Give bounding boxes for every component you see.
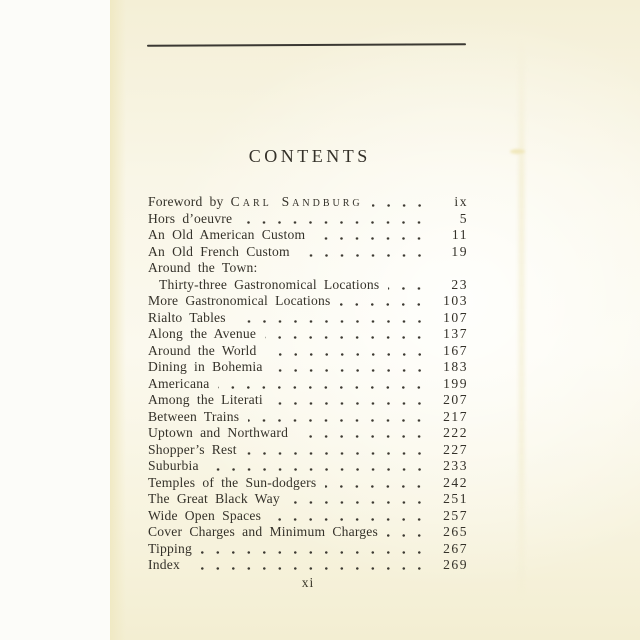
toc-entry-page-number: 11: [451, 227, 468, 242]
dot-leader: [388, 287, 427, 290]
dot-leader: [339, 303, 427, 306]
dot-leader: [299, 254, 427, 257]
dot-leader: [208, 468, 427, 471]
dot-leader: [241, 221, 427, 224]
toc-row: [148, 326, 468, 343]
contents-heading: [148, 146, 468, 167]
toc-row: [148, 425, 468, 442]
dot-leader: [265, 336, 427, 339]
toc-row: [148, 524, 468, 541]
dot-leader: [270, 518, 427, 521]
toc-entry-title: Along the Avenue: [148, 326, 257, 341]
dot-leader: [289, 501, 427, 504]
toc-row: [148, 310, 468, 327]
dot-leader: [248, 419, 427, 422]
toc-entry-title: More Gastronomical Locations: [148, 293, 331, 308]
dot-leader: [272, 402, 427, 405]
dot-leader: [387, 534, 427, 537]
dot-leader: [246, 452, 427, 455]
dot-leader: [297, 435, 427, 438]
toc-row: [148, 211, 468, 228]
toc-entry-author-smallcaps: Carl Sandburg: [230, 194, 363, 209]
toc-entry-title: Suburbia: [148, 458, 199, 473]
contents-heading-text: CONTENTS: [248, 146, 371, 166]
toc-entry-page-number: 222: [443, 425, 468, 440]
dot-leader: [272, 369, 427, 372]
dot-leader: [218, 386, 427, 389]
toc-entry-title: Index: [148, 557, 180, 572]
toc-entry-page-number: 217: [443, 408, 468, 424]
toc-entry-page-number: 251: [443, 491, 468, 506]
toc-entry-title: Rialto Tables: [148, 309, 226, 325]
toc-row: [148, 244, 468, 261]
toc-entry-page-number: 257: [443, 507, 468, 523]
toc-entry-page-number: ix: [454, 194, 468, 209]
toc-entry-title: Between Trains: [148, 408, 240, 424]
toc-entry-title: The Great Black Way: [148, 491, 280, 506]
dot-leader: [314, 237, 427, 240]
dot-leader: [372, 204, 427, 207]
toc-entry-title: Among the Literati: [148, 392, 263, 407]
toc-row: [148, 376, 468, 393]
toc-row: [148, 343, 468, 360]
toc-entry-title: Hors d’oeuvre: [148, 210, 233, 226]
toc-row: [148, 458, 468, 475]
dot-leader: [189, 567, 427, 570]
toc-row: [148, 508, 468, 525]
toc-row: [148, 541, 468, 558]
toc-entry-page-number: 233: [443, 458, 468, 473]
toc-entry-page-number: 103: [443, 293, 468, 308]
toc-entry-title: Around the World: [148, 342, 257, 358]
toc-entry-page-number: 19: [451, 243, 468, 259]
toc-entry-title: Shopper’s Rest: [148, 441, 237, 457]
toc-row: [148, 475, 468, 492]
dot-leader: [235, 320, 427, 323]
toc-entry-title: An Old French Custom: [148, 243, 290, 259]
toc-row: [148, 392, 468, 409]
toc-entry-title: Wide Open Spaces: [148, 507, 262, 523]
toc-entry-title: Tipping: [148, 540, 192, 556]
toc-row: [148, 293, 468, 310]
toc-entry-page-number: 167: [443, 342, 468, 358]
toc-row: [148, 277, 468, 294]
toc-entry-title: Cover Charges and Minimum Charges: [148, 524, 379, 539]
toc-entry-title: [148, 194, 363, 211]
toc-entry-page-number: 137: [443, 326, 468, 341]
toc-row: [148, 409, 468, 426]
toc-entry-title: Dining in Bohemia: [148, 359, 263, 374]
folio-page-number: xi: [301, 575, 315, 590]
toc-entry-page-number: 242: [443, 474, 468, 490]
toc-entry-page-number: 199: [443, 375, 468, 391]
toc-entry-page-number: 267: [443, 540, 468, 556]
toc-entry-title: Temples of the Sun-dodgers: [148, 474, 317, 490]
table-of-contents: [148, 194, 468, 574]
header-rule: [147, 43, 466, 46]
dot-leader: [266, 353, 427, 356]
toc-entry-title-prefix: Foreword by: [148, 194, 231, 209]
toc-entry-page-number: 183: [443, 359, 468, 374]
toc-entry-page-number: 107: [443, 309, 468, 325]
toc-entry-page-number: 269: [443, 557, 468, 572]
page-curl-shadow: [519, 40, 524, 600]
toc-entry-page-number: 23: [451, 276, 468, 292]
dot-leader: [325, 485, 427, 488]
dot-leader: [201, 551, 427, 554]
toc-entry-page-number: 265: [443, 524, 468, 539]
toc-entry-page-number: 227: [443, 441, 468, 457]
toc-row: [148, 260, 468, 277]
book-page: [110, 0, 640, 640]
toc-entry-page-number: 5: [459, 210, 468, 226]
toc-entry-title: Americana: [148, 375, 210, 391]
toc-entry-page-number: 207: [443, 392, 468, 407]
toc-row: [148, 442, 468, 459]
toc-entry-title: Around the Town:: [148, 260, 258, 275]
toc-entry-title: An Old American Custom: [148, 227, 306, 242]
toc-row: [148, 227, 468, 244]
toc-entry-title: Thirty-three Gastronomical Locations: [159, 276, 380, 292]
toc-row: [148, 194, 468, 211]
toc-row: [148, 557, 468, 574]
toc-entry-title: Uptown and Northward: [148, 425, 289, 440]
toc-row: [148, 359, 468, 376]
toc-row: [148, 491, 468, 508]
